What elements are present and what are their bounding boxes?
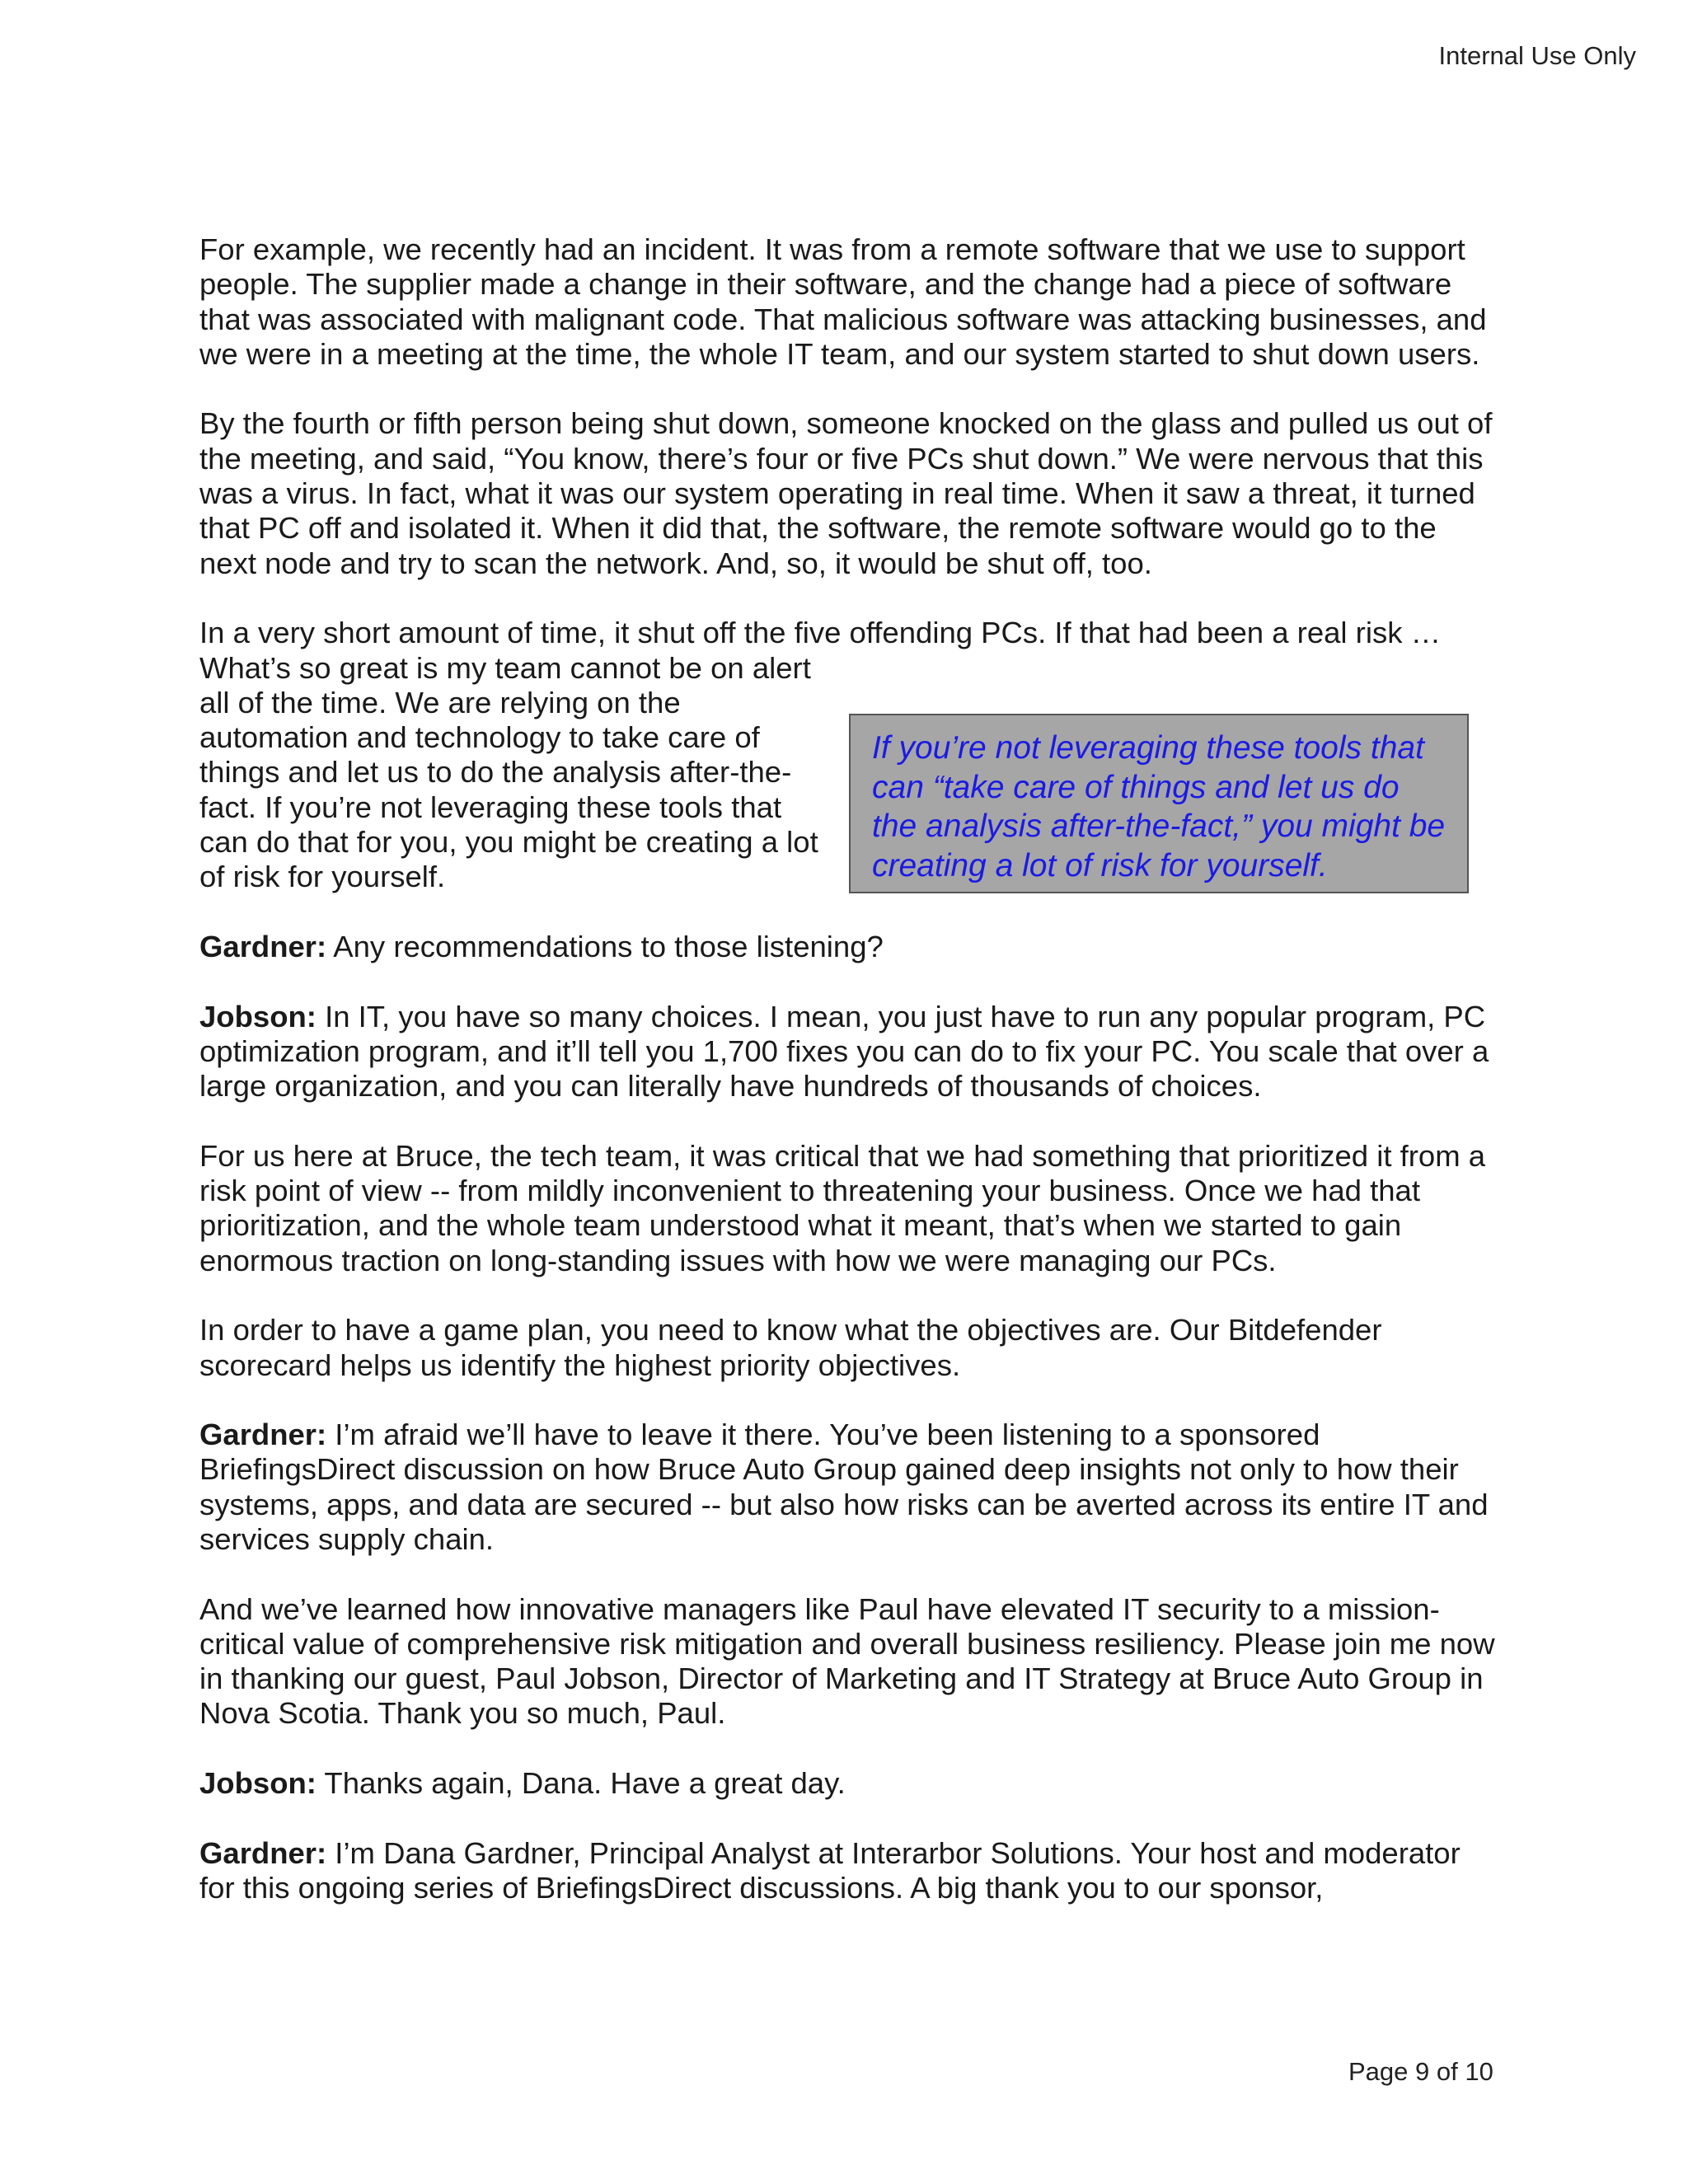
- speaker-name: Gardner:: [199, 929, 327, 963]
- dialogue-paragraph: [199, 1000, 1500, 1104]
- paragraph: For us here at Bruce, the tech team, it was critical that we had something that prioritized it from a risk point of view -- from mildly inconvenient to threatening your business. Once we had that prioritization, and the whole team understood what it meant, that’s when we started to gain enormous traction on long-standing issues with how we were managing our PCs.: [199, 1138, 1486, 1277]
- page-header-classification: Internal Use Only: [1438, 41, 1636, 70]
- page-number: Page 9 of 10: [1348, 2057, 1493, 2086]
- speaker-name: Jobson:: [199, 1766, 316, 1801]
- dialogue-text: In IT, you have so many choices. I mean, you just have to run any popular program, PC optimization program, and it’ll tell you 1,700 fixes you can do to fix your PC. You scale that over a large organization, and you can literally have hundreds of thousands of choices.: [199, 999, 1489, 1104]
- paragraph: And we’ve learned how innovative managers like Paul have elevated IT security to a mission-critical value of comprehensive risk mitigation and overall business resiliency. Please join me now in thanking our guest, Paul Jobson, Director of Marketing and IT Strategy at Bruce Auto Group in Nova Scotia. Thank you so much, Paul.: [199, 1591, 1495, 1731]
- dialogue-paragraph: [199, 1418, 1500, 1557]
- document-body: [199, 232, 1500, 1905]
- paragraph: By the fourth or fifth person being shut down, someone knocked on the glass and pulled us out of the meeting, and said, “You know, there’s four or five PCs shut down.” We were nervous that this was a virus. In fact, what it was our system operating in real time. When it saw a threat, it turned that PC off and isolated it. When it did that, the software, the remote software would go to the next node and try to scan the network. And, so, it would be shut off, too.: [199, 406, 1493, 580]
- dialogue-paragraph: [199, 930, 1500, 964]
- dialogue-text: I’m afraid we’ll have to leave it there. You’ve been listening to a sponsored BriefingsDirect discussion on how Bruce Auto Group gained deep insights not only to how their systems, apps, and data are secured -- but also how risks can be averted across its entire IT and services supply chain.: [199, 1418, 1489, 1556]
- dialogue-paragraph: [199, 1766, 1500, 1801]
- paragraph: For example, we recently had an incident. It was from a remote software that we use to support people. The supplier made a change in their software, and the change had a piece of software that was associated with malignant code. That malicious software was attacking businesses, and we were in a meeting at the time, the whole IT team, and our system started to shut down users.: [199, 232, 1487, 371]
- speaker-name: Jobson:: [199, 999, 316, 1033]
- paragraph: In order to have a game plan, you need to know what the objectives are. Our Bitdefender scorecard helps us identify the highest priority objectives.: [199, 1313, 1382, 1382]
- dialogue-text: I’m Dana Gardner, Principal Analyst at Interarbor Solutions. Your host and moderator for this ongoing series of BriefingsDirect discussions. A big thank you to our sponsor,: [199, 1835, 1461, 1905]
- paragraph-wrapped-beside-quote: What’s so great is my team cannot be on alert all of the time. We are relying on the automation and technology to take care of things and let us to do the analysis after-the-fact. If you’re not leveraging these tools that can do that for you, you might be creating a lot of risk for yourself.: [199, 650, 818, 894]
- dialogue-text: Thanks again, Dana. Have a great day.: [316, 1766, 846, 1801]
- pull-quote-box: If you’re not leveraging these tools that can “take care of things and let us do the analysis after-the-fact,” you might be creating a lot of risk for yourself.: [849, 714, 1469, 893]
- speaker-name: Gardner:: [199, 1418, 327, 1452]
- speaker-name: Gardner:: [199, 1835, 327, 1870]
- dialogue-paragraph: [199, 1836, 1500, 1906]
- dialogue-text: Any recommendations to those listening?: [326, 929, 884, 963]
- paragraph: In a very short amount of time, it shut off the five offending PCs. If that had been a real risk …: [199, 616, 1442, 650]
